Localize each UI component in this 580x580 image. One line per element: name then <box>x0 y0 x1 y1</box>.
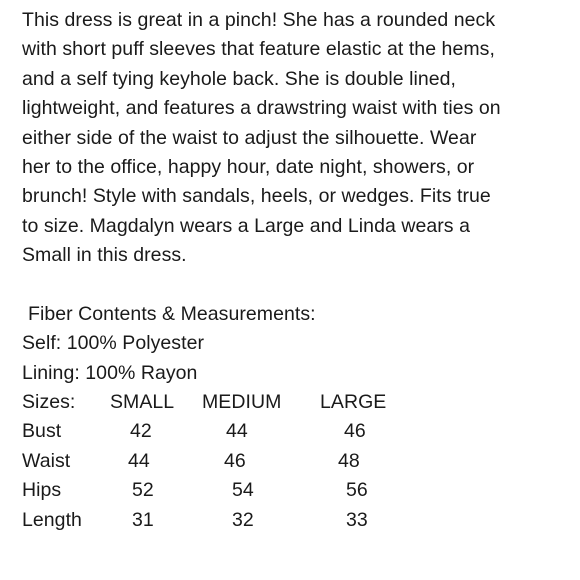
spacer <box>22 271 572 300</box>
measurement-large: 56 <box>346 479 368 502</box>
description-line: brunch! Style with sandals, heels, or wedges. Fits true <box>22 185 491 208</box>
description-line: and a self tying keyhole back. She is double lined, <box>22 67 456 90</box>
description-line: her to the office, happy hour, date night, showers, or <box>22 155 475 178</box>
measurement-label: Waist <box>22 449 71 472</box>
size-medium-header: MEDIUM <box>202 391 282 414</box>
description-paragraph <box>22 6 572 271</box>
measurement-large: 48 <box>338 449 360 472</box>
measurement-medium: 32 <box>232 508 254 531</box>
measurement-small: 31 <box>132 508 154 531</box>
description-line: This dress is great in a pinch! She has a rounded neck <box>22 9 496 31</box>
description-line: either side of the waist to adjust the silhouette. Wear <box>22 126 477 149</box>
measurement-large: 33 <box>346 508 368 531</box>
description-line: Small in this dress. <box>22 244 187 267</box>
description-line: to size. Magdalyn wears a Large and Linda wears a <box>22 214 470 237</box>
description-line: with short puff sleeves that feature elastic at the hems, <box>22 38 495 61</box>
table-row <box>22 417 572 446</box>
measurement-label: Length <box>22 508 82 531</box>
measurement-label: Bust <box>22 420 62 443</box>
size-large-header: LARGE <box>320 391 387 414</box>
size-small-header: SMALL <box>110 391 175 414</box>
description-line: lightweight, and features a drawstring waist with ties on <box>22 97 501 120</box>
table-row <box>22 476 572 505</box>
measurement-small: 52 <box>132 479 154 502</box>
measurement-medium: 46 <box>224 449 246 472</box>
table-row <box>22 447 572 476</box>
product-description-document <box>22 6 572 535</box>
size-header-row <box>22 388 572 417</box>
measurement-medium: 44 <box>226 420 248 443</box>
measurement-large: 46 <box>344 420 366 443</box>
measurement-small: 42 <box>130 420 152 443</box>
lining-fabric: Lining: 100% Rayon <box>22 361 198 384</box>
self-fabric: Self: 100% Polyester <box>22 332 205 355</box>
fiber-contents-section <box>22 300 572 388</box>
measurement-small: 44 <box>128 449 150 472</box>
fiber-heading: Fiber Contents & Measurements: <box>28 302 316 325</box>
measurement-medium: 54 <box>232 479 254 502</box>
table-row <box>22 506 572 535</box>
measurement-label: Hips <box>22 479 62 502</box>
size-table <box>22 388 572 535</box>
sizes-label: Sizes: <box>22 391 76 414</box>
